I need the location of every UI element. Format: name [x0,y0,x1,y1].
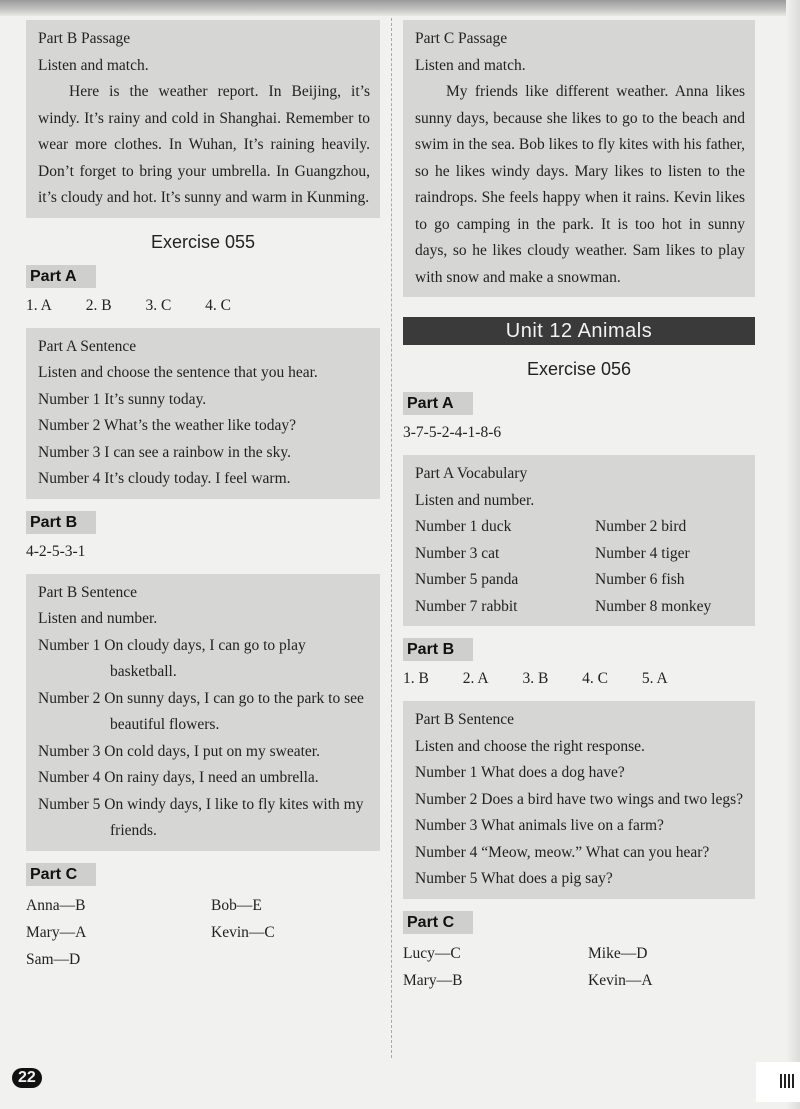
part-b-answers [403,667,755,691]
sentence-line: Number 1 What does a dog have? [415,764,625,781]
exercise-055-title: Exercise 055 [150,231,256,252]
match-pair: Mary—A [26,923,87,941]
part-a-answer: 3-7-5-2-4-1-8-6 [403,424,502,441]
answer-item: 4. C [205,296,231,314]
vocab-item: Number 8 monkey [595,597,712,615]
match-pair: Lucy—C [403,944,461,962]
right-column [403,20,755,994]
part-b-sentence-box [403,701,755,899]
passage-c-text: My friends like different weather. Anna likes sunny days, because she likes to go to the beach and swim in the sea. Bob likes to fly kites with his father, so he likes windy days. Mary likes to listen to the raindrops. She feels happy when it rains. Kevin likes to go camping in the park. It is too hot in sunny days, so he likes cloudy weather. Sam likes to play with snow and make a snowman. [415,83,745,286]
part-c-pairs [26,892,380,973]
sentence-line: Number 3 On cold days, I put on my sweater. [38,742,320,760]
page-number [12,1068,42,1088]
vocab-item: Number 1 duck [415,518,512,535]
sentence-line: Number 1 On cloudy days, I can go to play basketball. [38,636,306,680]
part-b-label: Part B [26,511,96,534]
match-pair: Bob—E [211,896,262,914]
sentence-line: Number 2 What’s the weather like today? [38,417,296,434]
box-instruction: Listen and choose the sentence that you hear. [38,364,318,381]
sentence-line: Number 2 On sunny days, I can go to the park to see beautiful flowers. [38,689,364,733]
part-a-label: Part A [26,265,96,288]
part-c-pairs [403,940,755,994]
box-instruction: Listen and choose the right response. [415,737,645,755]
answer-item: 3. B [522,670,549,687]
vocab-item: Number 3 cat [415,544,500,562]
sentence-line: Number 4 It’s cloudy today. I feel warm. [38,470,291,487]
part-b-answer: 4-2-5-3-1 [26,542,86,560]
match-pair: Kevin—C [211,923,275,941]
answer-item: 2. A [462,670,489,687]
page-right-edge [786,0,800,1109]
vocab-item: Number 5 panda [415,571,519,588]
sentence-line: Number 3 I can see a rainbow in the sky. [38,443,291,461]
passage-c-title: Part C Passage [415,30,508,47]
part-a-vocabulary-box [403,455,755,626]
vocab-item: Number 2 bird [595,518,687,535]
left-column [26,20,380,973]
box-title: Part A Sentence [38,337,137,355]
match-pair: Anna—B [26,896,86,914]
part-b-label: Part B [403,638,473,661]
part-a-label: Part A [403,392,473,415]
passage-b-box [26,20,380,218]
match-pair: Mary—B [403,971,463,989]
vocab-item: Number 6 fish [595,571,685,588]
part-c-label: Part C [403,911,473,934]
match-pair: Sam—D [26,950,81,968]
vocab-item: Number 7 rabbit [415,597,518,615]
passage-b-text: Here is the weather report. In Beijing, it’s windy. It’s rainy and cold in Shanghai. Remember to wear more clothes. In Wuhan, It’s raining heavily. Don’t forget to bring your umbrella. In Guangzhou, it’s cloudy and hot. It’s sunny and warm in Kunming. [38,83,370,206]
answer-item: 1. B [403,670,429,687]
answer-item: 3. C [145,296,172,314]
sentence-line: Number 4 “Meow, meow.” What can you hear? [415,843,710,861]
qr-code-icon [780,1074,794,1088]
answer-item: 5. A [641,670,668,687]
sentence-line: Number 5 On windy days, I like to fly kites with my friends. [38,795,364,839]
vocab-item: Number 4 tiger [595,544,690,562]
passage-b-title: Part B Passage [38,30,131,47]
column-divider [391,18,392,1058]
part-a-sentence-box [26,328,380,499]
passage-c-box [403,20,755,297]
sentence-line: Number 2 Does a bird have two wings and two legs? [415,790,744,808]
passage-b-instruction: Listen and match. [38,56,149,74]
sentence-line: Number 3 What animals live on a farm? [415,817,664,834]
sentence-line: Number 4 On rainy days, I need an umbrella. [38,769,319,786]
answer-item: 4. C [582,670,608,687]
part-c-label: Part C [26,863,96,886]
corner-scan-tag [756,1062,800,1102]
match-pair: Kevin—A [588,971,653,989]
answer-item: 1. A [26,296,52,314]
unit-banner: Unit 12 Animals [403,317,755,345]
vocabulary-grid [415,514,745,620]
page-number-label: 22 [12,1068,42,1088]
box-instruction: Listen and number. [415,491,535,509]
sentence-line: Number 5 What does a pig say? [415,870,613,887]
exercise-056-title: Exercise 056 [526,359,632,379]
sentence-line: Number 1 It’s sunny today. [38,390,207,408]
box-title: Part B Sentence [38,583,138,601]
match-pair: Mike—D [588,944,648,962]
box-title: Part B Sentence [415,711,515,728]
page-top-edge [0,0,800,16]
part-a-answers [26,294,380,318]
passage-c-instruction: Listen and match. [415,56,526,74]
part-b-sentence-box [26,574,380,851]
box-title: Part A Vocabulary [415,465,528,482]
box-instruction: Listen and number. [38,610,158,627]
answer-item: 2. B [85,296,112,314]
